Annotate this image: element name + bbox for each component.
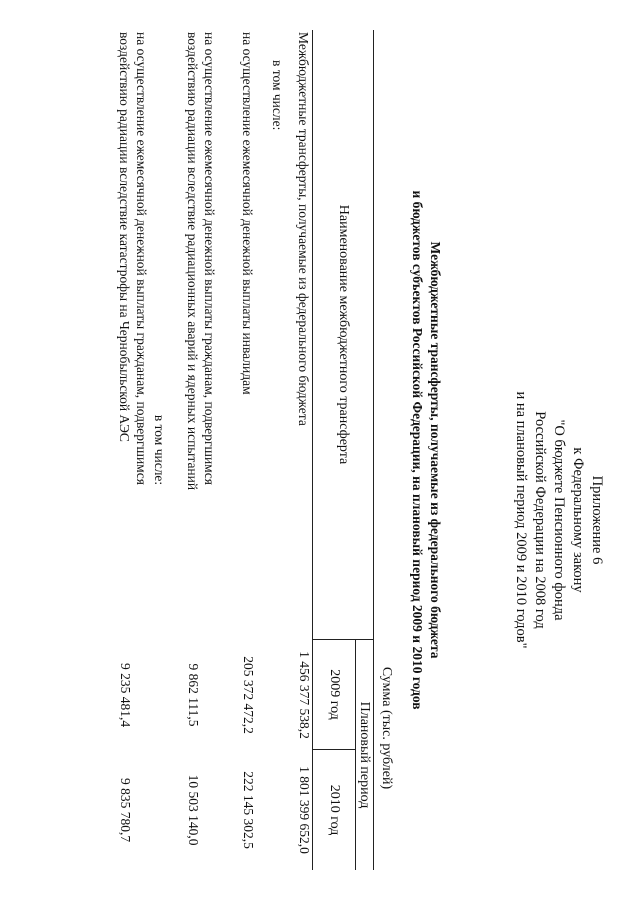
appendix-law-title-1: "О бюджете Пенсионного фонда: [551, 419, 567, 621]
row-name: на осуществление ежемесячной денежной выплаты инвалидам: [240, 32, 255, 395]
row-value-2010: 222 145 302,5: [241, 771, 256, 849]
appendix-law-title-2: Российской Федерации на 2008 год: [532, 411, 548, 629]
title-line-1: Межбюджетные трансферты, получаемые из федерального бюджета: [428, 241, 443, 659]
row-value-2010: 10 503 140,0: [186, 774, 201, 846]
row-value-2009: 9 862 111,5: [186, 663, 201, 727]
header-year-2009: 2009 год: [313, 640, 355, 750]
row-subheading: в том числе:: [270, 60, 285, 131]
row-value-2009: 1 456 377 538,2: [297, 651, 312, 739]
row-name-line-1: на осуществление ежемесячной денежной выплаты гражданам, подвергшимся: [202, 32, 217, 485]
row-value-2010: 9 835 780,7: [118, 777, 133, 843]
row-subheading: в том числе:: [152, 414, 167, 486]
title-line-2: и бюджетов субъектов Российской Федерации, на плановый период 2009 и 2010 годов: [410, 190, 425, 710]
header-year-2010: 2010 год: [327, 784, 342, 836]
appendix-header: [511, 330, 606, 710]
row-name: Межбюджетные трансферты, получаемые из федерального бюджета: [296, 32, 311, 426]
units-label: Сумма (тыс. рублей): [379, 666, 394, 790]
header-name-column: Наименование межбюджетного трансферта: [313, 30, 373, 640]
row-value-2009: 205 372 472,2: [241, 656, 256, 734]
header-planned-period: Плановый период: [355, 640, 373, 870]
table-header: [312, 30, 374, 870]
row-name-line-1: на осуществление ежемесячной денежной выплаты гражданам, подвергшимся: [134, 32, 149, 485]
row-name-line-2: воздействию радиации вследствие радиационных аварий и ядерных испытаний: [185, 32, 200, 491]
document-title: [408, 40, 444, 860]
row-value-2010: 1 801 399 652,0: [297, 766, 312, 854]
row-name-line-2: воздействию радиации вследствие катастрофы на Чернобыльской АЭС: [117, 32, 132, 442]
appendix-law-title-3: и на плановый период 2009 и 2010 годов": [513, 391, 529, 649]
appendix-number: Приложение 6: [589, 475, 605, 565]
appendix-law-ref: к Федеральному закону: [570, 447, 586, 593]
row-value-2009: 9 235 481,4: [118, 662, 133, 728]
